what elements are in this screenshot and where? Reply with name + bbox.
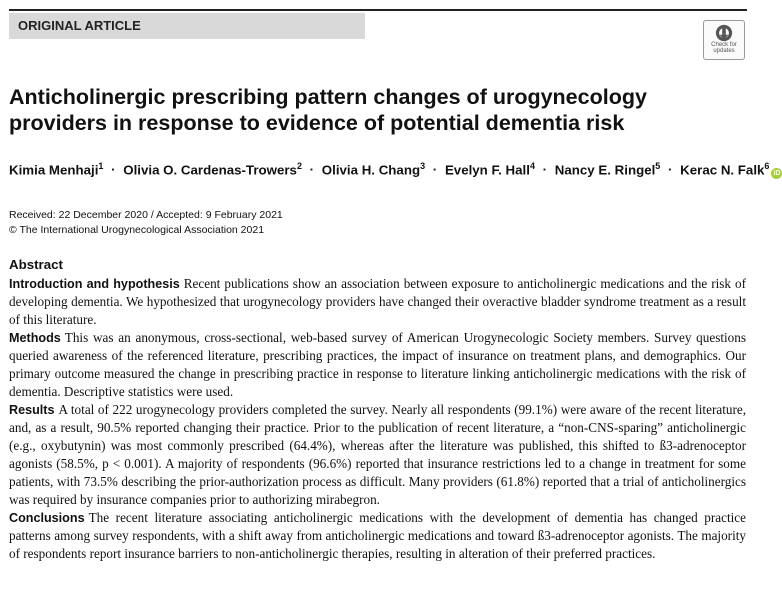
copyright-notice: © The International Urogynecological Association 2021 (9, 224, 265, 236)
received-accepted-dates: Received: 22 December 2020 / Accepted: 9 February 2021 (9, 209, 283, 221)
article-type-badge: ORIGINAL ARTICLE (9, 13, 365, 39)
section-text: The recent literature associating anticholinergic medications with the development of dementia has changed practice patterns among survey respondents, with a shift away from anticholinergic medications and toward ß3-adrenoceptor agonists. The majority of respondents report insurance barriers to non-anticholinergic therapies, resulting in alteration of their preferred practices. (9, 510, 746, 561)
check-for-updates-button[interactable] (703, 20, 745, 60)
author-separator: · (432, 162, 438, 178)
author-name[interactable]: Kerac N. Falk (680, 162, 765, 178)
author-affiliation: 5 (655, 161, 661, 171)
section-text: This was an anonymous, cross-sectional, web-based survey of American Urogynecologic Society members. Survey questions queried awareness of the referenced literature, prescribing practices, the impact of insurance on treatment plans, and demographics. Our primary outcome measured the change in prescribing practice in response to literature linking anticholinergic medications with the risk of dementia. Descriptive statistics were used. (9, 330, 746, 399)
author-affiliation: 1 (98, 161, 104, 171)
author-separator: · (111, 162, 116, 178)
section-label: Introduction and hypothesis (9, 277, 180, 291)
abstract-body (9, 275, 746, 563)
author-affiliation: 6 (764, 161, 770, 171)
section-label: Results (9, 403, 55, 417)
abstract-heading: Abstract (9, 257, 63, 272)
author-name[interactable]: Olivia O. Cardenas-Trowers (123, 162, 297, 178)
author-name[interactable]: Evelyn F. Hall (444, 162, 530, 178)
check-updates-line2: updates (713, 48, 735, 54)
header-rule (9, 9, 747, 11)
author-list (9, 161, 781, 179)
abstract-section-introduction (9, 275, 746, 329)
article-dates (9, 208, 283, 238)
author-name[interactable]: Nancy E. Ringel (554, 162, 656, 178)
abstract-section-conclusions (9, 509, 746, 563)
check-updates-line1: Check for (711, 42, 737, 48)
author-separator: · (542, 162, 548, 178)
abstract-section-results (9, 401, 746, 509)
section-text: Recent publications show an association between exposure to anticholinergic medications and the risk of developing dementia. We hypothesized that urogynecology providers have changed their overactive bladder syndrome treatment as a result of this literature. (9, 276, 746, 327)
abstract-section-methods (9, 329, 746, 401)
author-affiliation: 4 (529, 161, 535, 171)
orcid-icon[interactable]: iD (773, 170, 781, 178)
author-separator: · (309, 162, 315, 178)
section-label: Methods (9, 331, 61, 345)
author-name[interactable]: Kimia Menhaji (9, 162, 99, 178)
author-affiliation: 3 (420, 161, 426, 171)
section-label: Conclusions (9, 511, 85, 525)
author-affiliation: 2 (296, 161, 302, 171)
author-separator: · (668, 162, 673, 178)
section-text: A total of 222 urogynecology providers completed the survey. Nearly all respondents (99.1%) were aware of the recent literature, and, as a result, 90.5% reported changing their practice. Prior to the publication of recent literature, a “non-CNS-sparing” anticholinergic (e.g., oxybutynin) was most commonly prescribed (64.4%), whereas after the literature was published, this shifted to ß3-adrenoceptor agonists (58.5%, p < 0.001). A majority of respondents (96.6%) reported that insurance restrictions led to a change in treatment for some patients, with 73.5% describing the prior-authorization process as difficult. Many providers (61.8%) reported that a trial of anticholinergics was required by insurance companies prior to authorizing mirabegron. (9, 402, 746, 507)
article-title: Anticholinergic prescribing pattern changes of urogynecology providers in response to evidence of potential dementia risk (9, 85, 647, 135)
check-updates-icon (715, 24, 733, 42)
author-name[interactable]: Olivia H. Chang (321, 162, 421, 178)
